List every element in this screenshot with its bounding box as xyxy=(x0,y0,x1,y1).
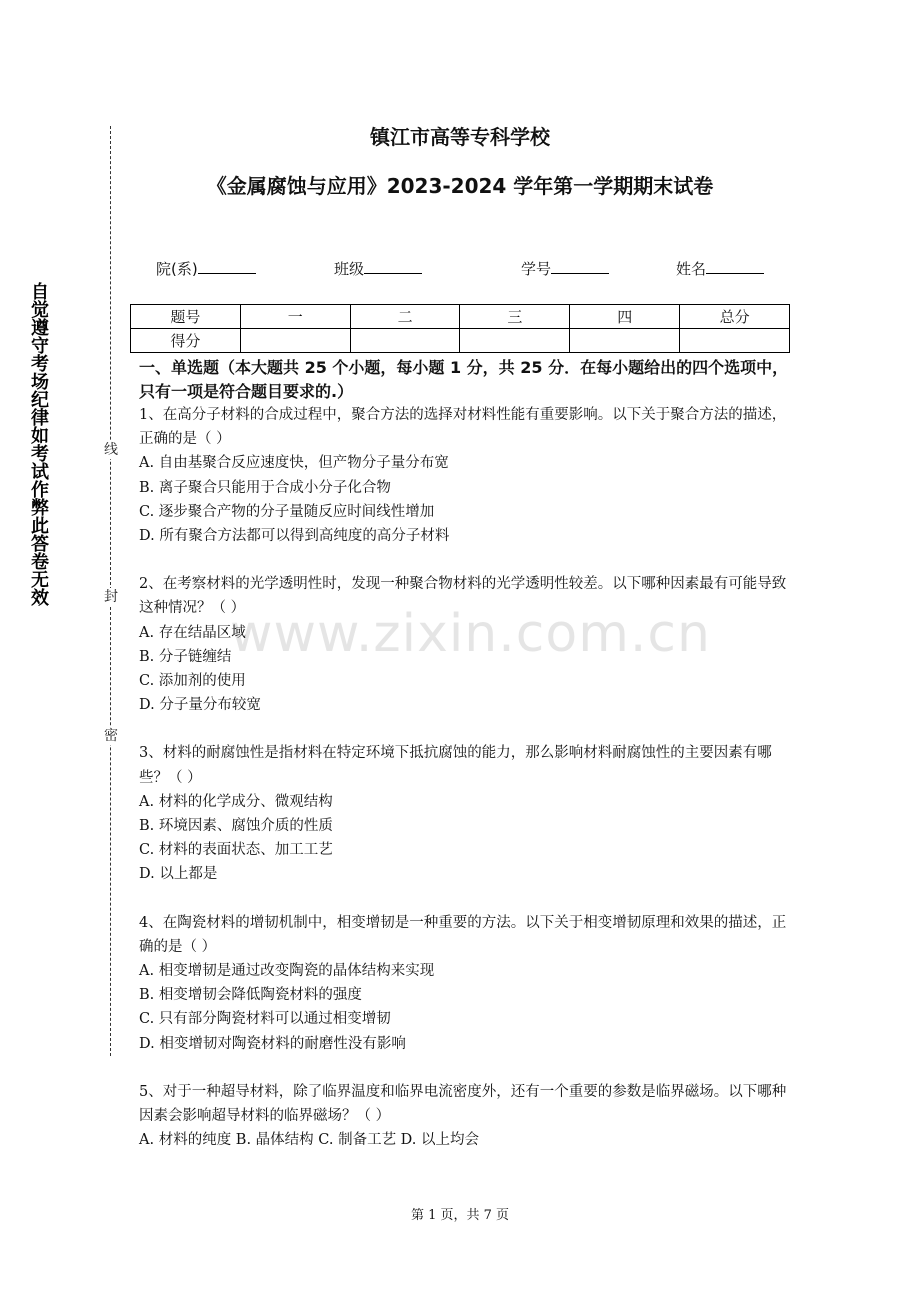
info-student-id-label: 学号 xyxy=(521,260,552,278)
score-header-cell: 一 xyxy=(240,305,350,329)
score-cell[interactable] xyxy=(570,329,680,353)
cut-mark-line: 线 xyxy=(104,442,118,458)
question-item xyxy=(139,741,789,886)
info-name-label: 姓名 xyxy=(676,260,707,278)
exam-title: 《金属腐蚀与应用》2023-2024 学年第一学期期末试卷 xyxy=(206,174,714,198)
score-header-cell: 四 xyxy=(570,305,680,329)
score-table xyxy=(130,304,790,353)
cut-mark-secret: 密 xyxy=(104,728,118,744)
question-list xyxy=(139,403,789,1176)
info-name-blank[interactable] xyxy=(706,259,764,274)
question-option[interactable]: A. 自由基聚合反应速度快，但产物分子量分布宽 xyxy=(139,455,449,472)
question-option[interactable]: B. 相变增韧会降低陶瓷材料的强度 xyxy=(139,987,362,1004)
question-stem: 3、材料的耐腐蚀性是指材料在特定环境下抵抗腐蚀的能力，那么影响材料耐腐蚀性的主要因素有哪些？（ ） xyxy=(139,745,772,786)
question-item xyxy=(139,403,789,548)
score-table-score-row xyxy=(131,329,790,353)
section-heading: 一、单选题（本大题共 25 个小题，每小题 1 分，共 25 分．在每小题给出的四个选项中，只有一项是符合题目要求的.） xyxy=(139,358,789,401)
question-option[interactable]: C. 逐步聚合产物的分子量随反应时间线性增加 xyxy=(139,503,435,520)
exam-discipline-notice: 自觉遵守考场纪律如考试作弊此答卷无效 xyxy=(28,282,49,606)
question-item xyxy=(139,911,789,1056)
question-option[interactable]: A. 相变增韧是通过改变陶瓷的晶体结构来实现 xyxy=(139,963,435,980)
question-option[interactable]: A. 材料的化学成分、微观结构 xyxy=(139,793,333,810)
score-header-cell: 总分 xyxy=(680,305,790,329)
info-student-id-blank[interactable] xyxy=(551,259,609,274)
question-option[interactable]: B. 环境因素、腐蚀介质的性质 xyxy=(139,818,333,835)
question-option[interactable]: D. 相变增韧对陶瓷材料的耐磨性没有影响 xyxy=(139,1035,406,1052)
info-class-blank[interactable] xyxy=(364,259,422,274)
info-department xyxy=(156,258,256,279)
info-name xyxy=(676,258,764,279)
info-student-id xyxy=(521,258,609,279)
info-class-label: 班级 xyxy=(334,260,365,278)
question-options-inline[interactable]: A. 材料的纯度 B. 晶体结构 C. 制备工艺 D. 以上均会 xyxy=(139,1132,480,1149)
question-option[interactable]: C. 材料的表面状态、加工工艺 xyxy=(139,842,333,859)
question-option[interactable]: D. 所有聚合方法都可以得到高纯度的高分子材料 xyxy=(139,528,450,545)
score-header-cell: 二 xyxy=(350,305,460,329)
question-option[interactable]: D. 以上都是 xyxy=(139,866,218,883)
school-name: 镇江市高等专科学校 xyxy=(370,125,550,149)
score-header-cell: 题号 xyxy=(131,305,241,329)
score-row-label: 得分 xyxy=(131,329,241,353)
info-department-label: 院(系) xyxy=(156,260,198,278)
question-option[interactable]: A. 存在结晶区域 xyxy=(139,624,246,641)
watermark: www.zixin.com.cn xyxy=(230,604,711,664)
question-stem: 4、在陶瓷材料的增韧机制中，相变增韧是一种重要的方法。以下关于相变增韧原理和效果的描述，正确的是（ ） xyxy=(139,914,787,955)
cut-mark-seal: 封 xyxy=(104,589,118,605)
score-cell[interactable] xyxy=(680,329,790,353)
question-option[interactable]: B. 分子链缠结 xyxy=(139,648,232,665)
question-option[interactable]: B. 离子聚合只能用于合成小分子化合物 xyxy=(139,479,391,496)
page-footer: 第 1 页，共 7 页 xyxy=(410,1208,510,1223)
question-option[interactable]: D. 分子量分布较宽 xyxy=(139,697,261,714)
question-item xyxy=(139,572,789,717)
student-info-row xyxy=(0,258,920,280)
question-stem: 2、在考察材料的光学透明性时，发现一种聚合物材料的光学透明性较差。以下哪种因素最有可能导致这种情况？（ ） xyxy=(139,576,787,617)
info-department-blank[interactable] xyxy=(198,259,256,274)
info-class xyxy=(334,258,422,279)
question-option[interactable]: C. 只有部分陶瓷材料可以通过相变增韧 xyxy=(139,1011,391,1028)
score-cell[interactable] xyxy=(460,329,570,353)
score-table-header-row xyxy=(131,305,790,329)
question-option[interactable]: C. 添加剂的使用 xyxy=(139,673,246,690)
score-header-cell: 三 xyxy=(460,305,570,329)
score-cell[interactable] xyxy=(240,329,350,353)
question-item xyxy=(139,1080,789,1153)
question-stem: 5、对于一种超导材料，除了临界温度和临界电流密度外，还有一个重要的参数是临界磁场。以下哪种因素会影响超导材料的临界磁场？（ ） xyxy=(139,1083,787,1125)
score-cell[interactable] xyxy=(350,329,460,353)
question-stem: 1、在高分子材料的合成过程中，聚合方法的选择对材料性能有重要影响。以下关于聚合方法的描述，正确的是（ ） xyxy=(139,407,787,448)
